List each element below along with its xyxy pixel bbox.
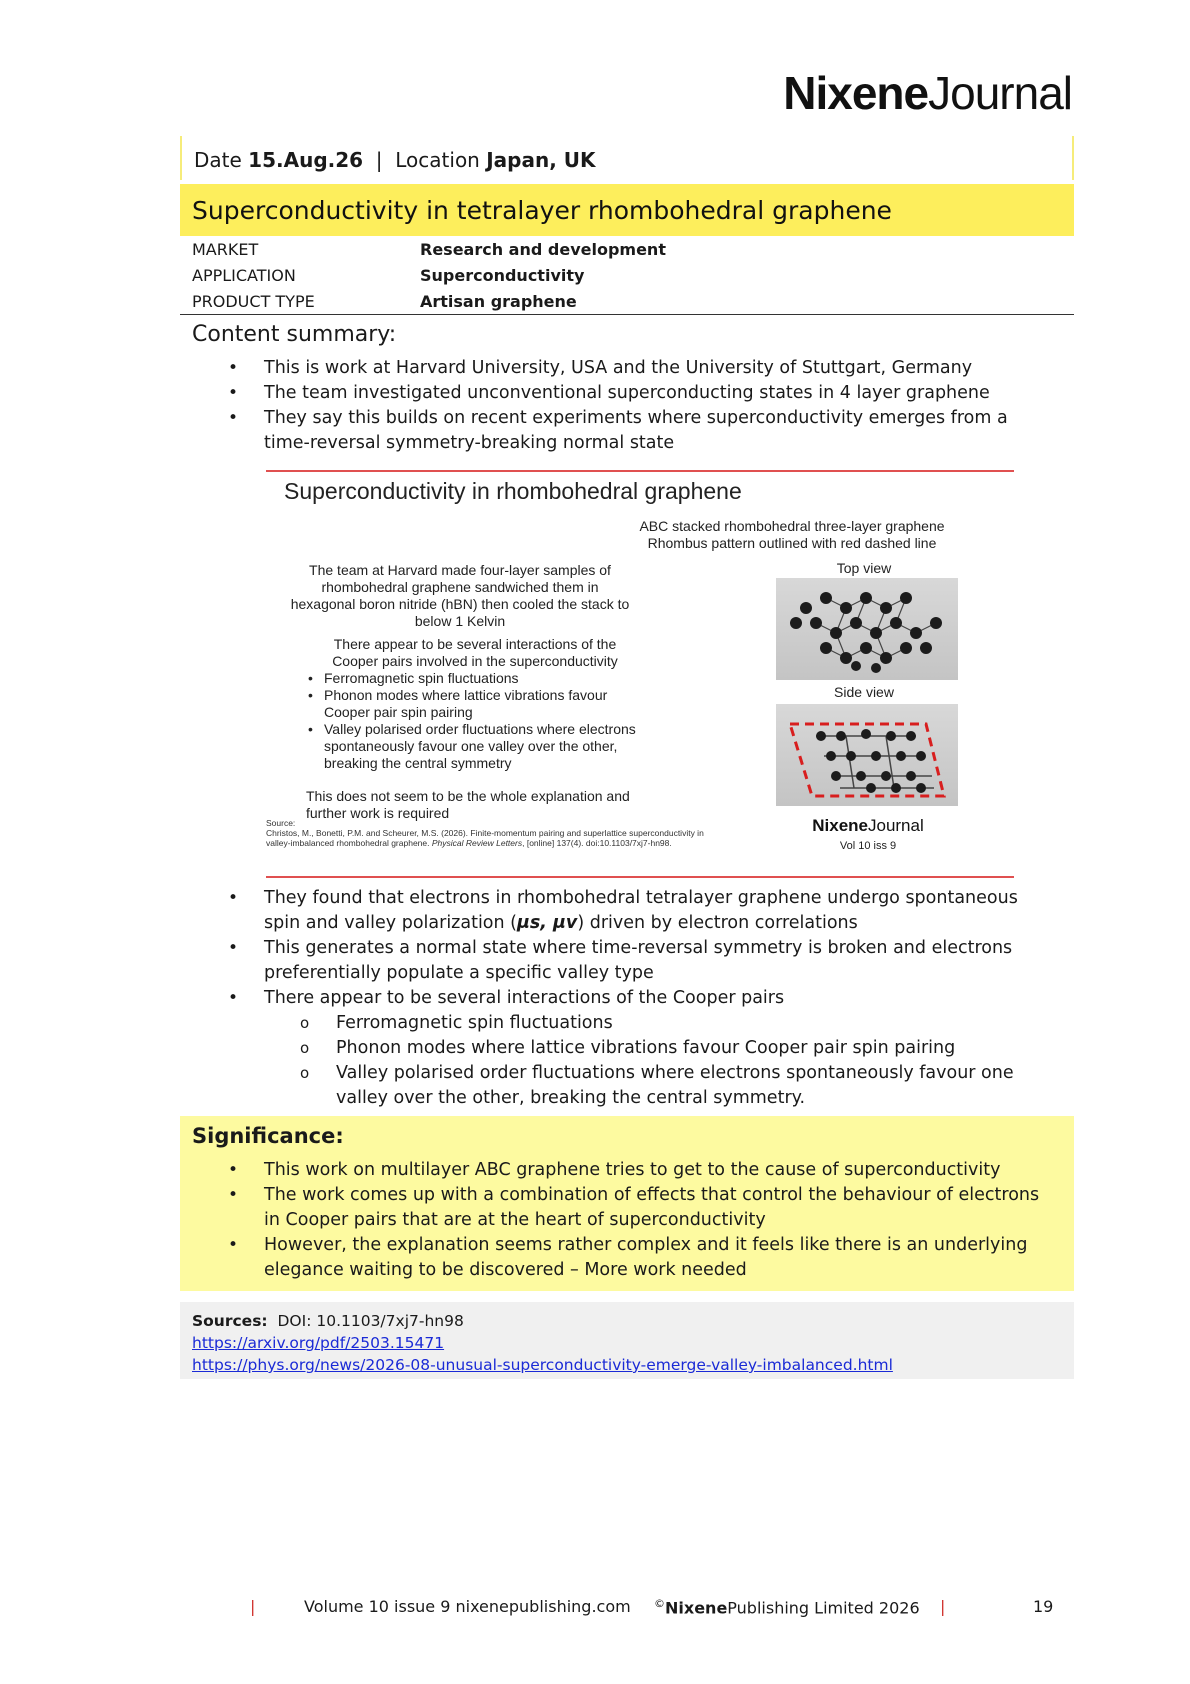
figure-list-item: • Phonon modes where lattice vibrations favour Cooper pair spin pairing [306, 687, 646, 721]
significance-bullet: • The work comes up with a combination of effects that control the behaviour of electrons in Cooper pairs that are at the heart of superconductivity [192, 1183, 1052, 1233]
findings-sub-bullet: o Phonon modes where lattice vibrations favour Cooper pair spin pairing [192, 1036, 1052, 1061]
location-label: Location [395, 148, 480, 172]
figure-logo: NixeneJournal [812, 816, 924, 835]
figure-source [266, 818, 706, 848]
source-link-arxiv[interactable]: https://arxiv.org/pdf/2503.15471 [192, 1334, 445, 1352]
findings-sub-bullet: o Valley polarised order fluctuations where electrons spontaneously favour one valley over the other, breaking the central symmetry. [192, 1061, 1052, 1111]
summary-bullet: • The team investigated unconventional superconducting states in 4 layer graphene [192, 381, 1032, 406]
significance-list [192, 1158, 1052, 1283]
significance-box [180, 1116, 1074, 1291]
significance-bullet: • However, the explanation seems rather complex and it feels like there is an underlying elegance waiting to be discovered – More work needed [192, 1233, 1052, 1283]
summary-bullet: • They say this builds on recent experiments where superconductivity emerges from a time-reversal symmetry-breaking normal state [192, 406, 1032, 456]
sources-doi-line [192, 1310, 1062, 1332]
summary-bullet: • This is work at Harvard University, USA and the University of Stuttgart, Germany [192, 356, 1032, 381]
date-value: 15.Aug.26 [248, 148, 364, 172]
figure-para1: The team at Harvard made four-layer samples of rhombohedral graphene sandwiched them in hexagonal boron nitride (hBN) then cooled the stack to below 1 Kelvin [290, 562, 630, 629]
figure-list-item: • Valley polarised order fluctuations where electrons spontaneously favour one valley over the other, breaking the central symmetry [306, 721, 646, 772]
figure-source-label: Source: [266, 818, 296, 828]
date-label: Date [194, 148, 242, 172]
figure-source-tail: , [online] 137(4). doi:10.1103/7xj7-hn98. [522, 838, 672, 848]
meta-key: APPLICATION [192, 266, 296, 285]
findings-bullet: • They found that electrons in rhombohedral tetralayer graphene undergo spontaneous spin and valley polarization (μs, μv) driven by electron correlations [192, 886, 1052, 936]
findings-list [192, 886, 1052, 1111]
sources-label: Sources: [192, 1312, 268, 1330]
summary-heading: Content summary: [192, 322, 397, 347]
meta-value: Research and development [420, 240, 666, 259]
significance-bullet: • This work on multilayer ABC graphene tries to get to the cause of superconductivity [192, 1158, 1052, 1183]
article-title: Superconductivity in tetralayer rhombohedral graphene [180, 184, 1074, 236]
findings-bullet: • There appear to be several interactions of the Cooper pairs [192, 986, 1052, 1011]
footer-left-bar: | [250, 1597, 256, 1616]
side-view-label: Side view [834, 684, 894, 700]
figure-source-text: Christos, M., Bonetti, P.M. and Scheurer, M.S. (2026). Finite-momentum pairing and superlattice superconductivity in valley-imbalanced rhombohedral graphene. [266, 828, 704, 848]
top-view-label: Top view [836, 560, 892, 576]
figure-caption-line1: ABC stacked rhombohedral three-layer graphene [639, 518, 945, 534]
meta-value: Superconductivity [420, 266, 585, 285]
findings-sub-bullet: o Ferromagnetic spin fluctuations [192, 1011, 1052, 1036]
dateline [180, 136, 1074, 180]
figure-source-journal: Physical Review Letters [431, 838, 523, 848]
source-link-physorg[interactable]: https://phys.org/news/2026-08-unusual-superconductivity-emerge-valley-imbalanced.html [192, 1356, 893, 1374]
figure-para2: There appear to be several interactions of the Cooper pairs involved in the superconductivity [332, 636, 618, 669]
figure-list [306, 670, 646, 772]
top-view-photo [776, 578, 958, 680]
side-view-photo [776, 704, 958, 806]
sources-doi: DOI: 10.1103/7xj7-hn98 [277, 1312, 464, 1330]
polarization-symbols: μs, μv [517, 913, 578, 933]
figure-para3: This does not seem to be the whole explanation and further work is required [306, 788, 630, 821]
summary-list [192, 356, 1032, 456]
meta-key: MARKET [192, 240, 259, 259]
location-value: Japan, UK [486, 148, 596, 172]
figure-volume: Vol 10 iss 9 [839, 840, 897, 852]
figure-top-rule [266, 470, 1014, 472]
footer-copyright: ©NixenePublishing Limited 2026 [654, 1597, 920, 1618]
footer-volume: Volume 10 issue 9 nixenepublishing.com [304, 1597, 631, 1616]
meta-key: PRODUCT TYPE [192, 292, 315, 311]
figure-title: Superconductivity in rhombohedral graphene [284, 478, 742, 504]
sources-box [180, 1302, 1074, 1379]
figure-slide [262, 470, 1014, 882]
lattice-top-view-image [776, 578, 958, 680]
page-number: 19 [1033, 1597, 1054, 1616]
figure-bottom-rule [266, 876, 1014, 878]
footer-right-bar: | [940, 1597, 946, 1616]
journal-logo: NixeneJournal [783, 67, 1072, 119]
significance-heading: Significance: [192, 1124, 344, 1148]
meta-divider [180, 314, 1074, 315]
lattice-side-view-image [776, 704, 958, 806]
meta-value: Artisan graphene [420, 292, 577, 311]
figure-caption-line2: Rhombus pattern outlined with red dashed line [647, 535, 937, 551]
findings-bullet: • This generates a normal state where time-reversal symmetry is broken and electrons preferentially populate a specific valley type [192, 936, 1052, 986]
figure-list-item: • Ferromagnetic spin fluctuations [306, 670, 646, 687]
dateline-separator: | [375, 148, 383, 172]
